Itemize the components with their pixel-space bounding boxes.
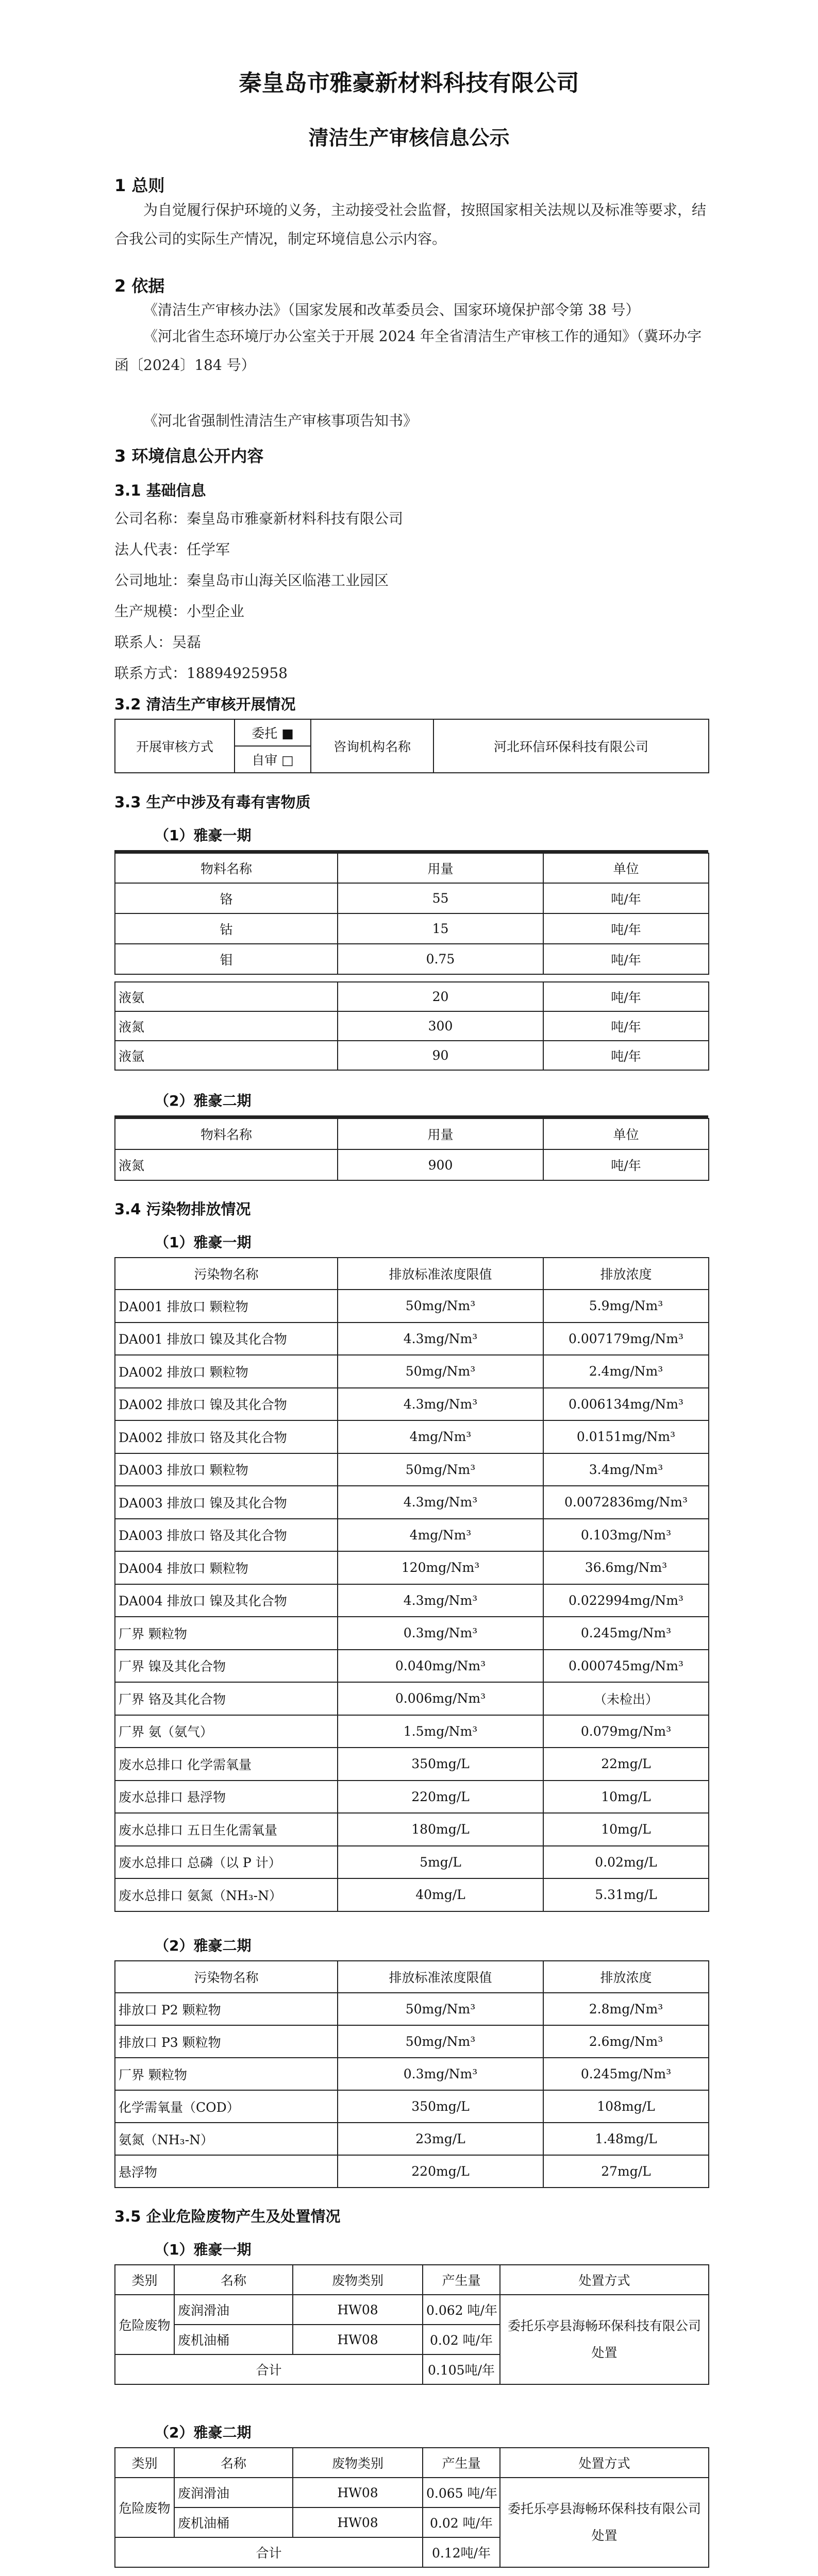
table-cell: 废水总排口 化学需氧量 xyxy=(115,1748,338,1781)
table-row xyxy=(115,1551,709,1584)
table-cell: 液氮 xyxy=(115,1149,338,1180)
table-cell: DA003 排放口 颗粒物 xyxy=(115,1453,338,1486)
table-row xyxy=(115,1388,709,1421)
waste-total-label: 合计 xyxy=(115,2537,423,2567)
table-cell: 0.245mg/Nm³ xyxy=(543,2058,709,2090)
table-row xyxy=(115,1878,709,1911)
table-cell: 排放口 P2 颗粒物 xyxy=(115,1993,338,2025)
waste-category: 危险废物 xyxy=(115,2295,174,2354)
basis-item-2: 《河北省生态环境厅办公室关于开展 2024 年全省清洁生产审核工作的通知》（冀环办字函〔2024〕184 号） xyxy=(114,328,702,374)
table-cell: 厂界 铬及其化合物 xyxy=(115,1682,338,1715)
toxic-header: 用量 xyxy=(338,1118,543,1149)
table-row xyxy=(115,1290,709,1323)
table-cell: 22mg/L xyxy=(543,1748,709,1781)
table-cell: 0.103mg/Nm³ xyxy=(543,1519,709,1552)
table-cell: 0.0072836mg/Nm³ xyxy=(543,1486,709,1519)
table-cell: 0.02mg/L xyxy=(543,1846,709,1879)
table-row xyxy=(115,1453,709,1486)
table-cell: 吨/年 xyxy=(543,944,709,974)
emission-phase-1-heading: （1）雅豪一期 xyxy=(155,1234,252,1251)
emission-header: 污染物名称 xyxy=(115,1961,338,1993)
table-row xyxy=(115,1813,709,1846)
table-cell: 0.062 吨/年 xyxy=(423,2295,500,2325)
waste-header: 类别 xyxy=(115,2265,174,2295)
emission-header: 污染物名称 xyxy=(115,1258,338,1290)
table-cell: 36.6mg/Nm³ xyxy=(543,1551,709,1584)
table-cell: 0.3mg/Nm³ xyxy=(338,1617,543,1650)
table-cell: 吨/年 xyxy=(543,982,709,1011)
table-cell: 220mg/L xyxy=(338,2155,543,2188)
waste-category: 危险废物 xyxy=(115,2478,174,2537)
table-row xyxy=(115,1993,709,2025)
table-cell: 5.9mg/Nm³ xyxy=(543,1290,709,1323)
waste-phase-2-heading: （2）雅豪二期 xyxy=(155,2424,252,2441)
waste-header: 产生量 xyxy=(423,2265,500,2295)
toxic-header: 单位 xyxy=(543,853,709,883)
table-cell: 120mg/Nm³ xyxy=(338,1551,543,1584)
table-cell: 废润滑油 xyxy=(174,2295,293,2325)
table-row xyxy=(115,1846,709,1879)
table-cell: 废水总排口 总磷（以 P 计） xyxy=(115,1846,338,1879)
toxic-heading: 3.3 生产中涉及有毒有害物质 xyxy=(114,793,311,811)
table-cell: 0.75 xyxy=(338,944,543,974)
table-row xyxy=(115,1519,709,1552)
table-cell: 50mg/Nm³ xyxy=(338,1993,543,2025)
table-cell: HW08 xyxy=(293,2295,423,2325)
table-cell: 90 xyxy=(338,1041,543,1070)
toxic-table-phase-1-gases xyxy=(114,981,709,1071)
waste-header: 废物类别 xyxy=(293,2265,423,2295)
table-cell: 液氩 xyxy=(115,1041,338,1070)
waste-header: 废物类别 xyxy=(293,2448,423,2478)
table-cell: 180mg/L xyxy=(338,1813,543,1846)
legal-representative: 法人代表：任学军 xyxy=(114,541,230,558)
table-cell: 50mg/Nm³ xyxy=(338,1453,543,1486)
basis-item-3: 《河北省强制性清洁生产审核事项告知书》 xyxy=(143,412,418,429)
table-cell: 0.0151mg/Nm³ xyxy=(543,1420,709,1453)
waste-header: 处置方式 xyxy=(500,2265,709,2295)
document-title: 清洁生产审核信息公示 xyxy=(308,127,510,150)
waste-disposal: 委托乐亭县海畅环保科技有限公司处置 xyxy=(500,2295,709,2384)
table-cell: DA001 排放口 颗粒物 xyxy=(115,1290,338,1323)
table-cell: 4mg/Nm³ xyxy=(338,1420,543,1453)
table-cell: 220mg/L xyxy=(338,1781,543,1814)
table-cell: 0.006mg/Nm³ xyxy=(338,1682,543,1715)
waste-header: 类别 xyxy=(115,2448,174,2478)
toxic-table-phase-2 xyxy=(114,1118,709,1181)
table-row xyxy=(115,1584,709,1617)
table-row xyxy=(115,1715,709,1748)
table-cell: 350mg/L xyxy=(338,2090,543,2123)
table-row xyxy=(115,2090,709,2123)
emission-phase-2-heading: （2）雅豪二期 xyxy=(155,1937,252,1954)
table-cell: 排放口 P3 颗粒物 xyxy=(115,2025,338,2058)
table-cell: 4.3mg/Nm³ xyxy=(338,1584,543,1617)
waste-header: 产生量 xyxy=(423,2448,500,2478)
company-address: 公司地址：秦皇岛市山海关区临港工业园区 xyxy=(114,572,389,589)
table-cell: 10mg/L xyxy=(543,1813,709,1846)
table-cell: 0.3mg/Nm³ xyxy=(338,2058,543,2090)
table-cell: 厂界 颗粒物 xyxy=(115,2058,338,2090)
table-cell: 108mg/L xyxy=(543,2090,709,2123)
table-cell: 废机油桶 xyxy=(174,2325,293,2354)
company-title: 秦皇岛市雅豪新材料科技有限公司 xyxy=(239,70,579,96)
table-cell: 吨/年 xyxy=(543,913,709,944)
table-row xyxy=(115,1617,709,1650)
table-cell: 5.31mg/L xyxy=(543,1878,709,1911)
table-cell: DA002 排放口 颗粒物 xyxy=(115,1355,338,1388)
table-cell: 900 xyxy=(338,1149,543,1180)
emission-header: 排放浓度 xyxy=(543,1961,709,1993)
table-cell: 吨/年 xyxy=(543,883,709,913)
table-row xyxy=(115,1323,709,1355)
table-cell: 厂界 颗粒物 xyxy=(115,1617,338,1650)
toxic-header: 单位 xyxy=(543,1118,709,1149)
waste-phase-1-heading: （1）雅豪一期 xyxy=(155,2241,252,2258)
table-cell: DA004 排放口 颗粒物 xyxy=(115,1551,338,1584)
table-cell: 厂界 镍及其化合物 xyxy=(115,1650,338,1683)
waste-heading: 3.5 企业危险废物产生及处置情况 xyxy=(114,2208,341,2225)
table-cell: 300 xyxy=(338,1011,543,1041)
table-cell: HW08 xyxy=(293,2325,423,2354)
table-cell: 废水总排口 五日生化需氧量 xyxy=(115,1813,338,1846)
table-cell: DA002 排放口 铬及其化合物 xyxy=(115,1420,338,1453)
table-cell: 0.007179mg/Nm³ xyxy=(543,1323,709,1355)
table-row xyxy=(115,2123,709,2155)
table-cell: HW08 xyxy=(293,2478,423,2507)
table-cell: （未检出） xyxy=(543,1682,709,1715)
table-cell: DA003 排放口 铬及其化合物 xyxy=(115,1519,338,1552)
basis-item-1: 《清洁生产审核办法》（国家发展和改革委员会、国家环境保护部令第 38 号） xyxy=(143,301,640,318)
table-cell: 4.3mg/Nm³ xyxy=(338,1388,543,1421)
toxic-header: 物料名称 xyxy=(115,1118,338,1149)
table-row xyxy=(115,1682,709,1715)
table-cell: 0.245mg/Nm³ xyxy=(543,1617,709,1650)
waste-total: 0.12吨/年 xyxy=(423,2537,500,2567)
contact-phone: 联系方式：18894925958 xyxy=(114,665,288,682)
emission-header: 排放浓度 xyxy=(543,1258,709,1290)
table-cell: 吨/年 xyxy=(543,1041,709,1070)
table-cell: 27mg/L xyxy=(543,2155,709,2188)
waste-table-phase-1 xyxy=(114,2264,709,2385)
production-scale: 生产规模：小型企业 xyxy=(114,603,245,620)
table-cell: 5mg/L xyxy=(338,1846,543,1879)
table-cell: 液氮 xyxy=(115,1011,338,1041)
table-cell: 氨氮（NH₃-N） xyxy=(115,2123,338,2155)
table-cell: 4.3mg/Nm³ xyxy=(338,1486,543,1519)
table-cell: 350mg/L xyxy=(338,1748,543,1781)
table-row xyxy=(115,1650,709,1683)
table-cell: 50mg/Nm³ xyxy=(338,1355,543,1388)
table-cell: 吨/年 xyxy=(543,1149,709,1180)
agency-label: 咨询机构名称 xyxy=(311,719,433,773)
table-cell: 0.006134mg/Nm³ xyxy=(543,1388,709,1421)
table-row xyxy=(115,1486,709,1519)
table-cell: 化学需氧量（COD） xyxy=(115,2090,338,2123)
emission-table-phase-1 xyxy=(114,1257,709,1912)
table-cell: 废机油桶 xyxy=(174,2507,293,2537)
section-1-heading: 1 总则 xyxy=(114,176,165,195)
audit-entrusted: 委托 ■ xyxy=(235,719,311,746)
table-cell: 0.065 吨/年 xyxy=(423,2478,500,2507)
table-row xyxy=(115,2155,709,2188)
table-cell: 铬 xyxy=(115,883,338,913)
table-cell: 0.040mg/Nm³ xyxy=(338,1650,543,1683)
table-row xyxy=(115,1781,709,1814)
toxic-header: 物料名称 xyxy=(115,853,338,883)
toxic-phase-1-heading: （1）雅豪一期 xyxy=(155,827,252,844)
waste-disposal: 委托乐亭县海畅环保科技有限公司处置 xyxy=(500,2478,709,2567)
table-cell: 2.8mg/Nm³ xyxy=(543,1993,709,2025)
table-cell: 50mg/Nm³ xyxy=(338,2025,543,2058)
company-name: 公司名称：秦皇岛市雅豪新材料科技有限公司 xyxy=(114,510,404,527)
table-cell: 0.022994mg/Nm³ xyxy=(543,1584,709,1617)
toxic-header: 用量 xyxy=(338,853,543,883)
toxic-table-phase-1 xyxy=(114,853,709,975)
table-cell: 0.079mg/Nm³ xyxy=(543,1715,709,1748)
table-cell: 50mg/Nm³ xyxy=(338,1290,543,1323)
table-cell: 0.02 吨/年 xyxy=(423,2325,500,2354)
table-cell: 23mg/L xyxy=(338,2123,543,2155)
audit-self: 自审 □ xyxy=(235,746,311,773)
table-cell: HW08 xyxy=(293,2507,423,2537)
contact-person: 联系人：吴磊 xyxy=(114,634,202,651)
table-cell: 废水总排口 氨氮（NH₃-N） xyxy=(115,1878,338,1911)
table-cell: 悬浮物 xyxy=(115,2155,338,2188)
table-cell: 2.4mg/Nm³ xyxy=(543,1355,709,1388)
emission-heading: 3.4 污染物排放情况 xyxy=(114,1200,251,1218)
table-cell: 3.4mg/Nm³ xyxy=(543,1453,709,1486)
table-cell: DA001 排放口 镍及其化合物 xyxy=(115,1323,338,1355)
section-3-heading: 3 环境信息公开内容 xyxy=(114,446,264,466)
table-cell: 1.5mg/Nm³ xyxy=(338,1715,543,1748)
basic-info-heading: 3.1 基础信息 xyxy=(114,482,206,499)
emission-table-phase-2 xyxy=(114,1960,709,2188)
table-cell: 1.48mg/L xyxy=(543,2123,709,2155)
toxic-phase-2-heading: （2）雅豪二期 xyxy=(155,1092,252,1109)
table-cell: 废润滑油 xyxy=(174,2478,293,2507)
table-cell: 厂界 氨（氨气） xyxy=(115,1715,338,1748)
waste-total-label: 合计 xyxy=(115,2354,423,2384)
emission-header: 排放标准浓度限值 xyxy=(338,1258,543,1290)
table-row xyxy=(115,2025,709,2058)
table-cell: 0.02 吨/年 xyxy=(423,2507,500,2537)
waste-header: 名称 xyxy=(174,2448,293,2478)
table-cell: 4.3mg/Nm³ xyxy=(338,1323,543,1355)
table-cell: 0.000745mg/Nm³ xyxy=(543,1650,709,1683)
table-cell: 钼 xyxy=(115,944,338,974)
table-cell: 吨/年 xyxy=(543,1011,709,1041)
audit-table xyxy=(114,719,709,773)
audit-mode-label: 开展审核方式 xyxy=(115,719,235,773)
table-cell: 2.6mg/Nm³ xyxy=(543,2025,709,2058)
agency-name: 河北环信环保科技有限公司 xyxy=(433,719,709,773)
table-cell: 55 xyxy=(338,883,543,913)
table-cell: 10mg/L xyxy=(543,1781,709,1814)
section-2-heading: 2 依据 xyxy=(114,276,165,296)
table-cell: DA003 排放口 镍及其化合物 xyxy=(115,1486,338,1519)
table-cell: DA002 排放口 镍及其化合物 xyxy=(115,1388,338,1421)
table-cell: 40mg/L xyxy=(338,1878,543,1911)
section-1-text: 为自觉履行保护环境的义务，主动接受社会监督，按照国家相关法规以及标准等要求，结合我公司的实际生产情况，制定环境信息公示内容。 xyxy=(114,201,707,247)
audit-heading: 3.2 清洁生产审核开展情况 xyxy=(114,696,296,713)
table-cell: 4mg/Nm³ xyxy=(338,1519,543,1552)
table-cell: 钴 xyxy=(115,913,338,944)
waste-header: 处置方式 xyxy=(500,2448,709,2478)
waste-table-phase-2 xyxy=(114,2447,709,2568)
table-cell: 15 xyxy=(338,913,543,944)
table-row xyxy=(115,1355,709,1388)
table-cell: DA004 排放口 镍及其化合物 xyxy=(115,1584,338,1617)
table-row xyxy=(115,1748,709,1781)
table-row xyxy=(115,1420,709,1453)
table-row xyxy=(115,2058,709,2090)
waste-header: 名称 xyxy=(174,2265,293,2295)
table-cell: 废水总排口 悬浮物 xyxy=(115,1781,338,1814)
table-cell: 20 xyxy=(338,982,543,1011)
waste-total: 0.105吨/年 xyxy=(423,2354,500,2384)
emission-header: 排放标准浓度限值 xyxy=(338,1961,543,1993)
table-cell: 液氨 xyxy=(115,982,338,1011)
